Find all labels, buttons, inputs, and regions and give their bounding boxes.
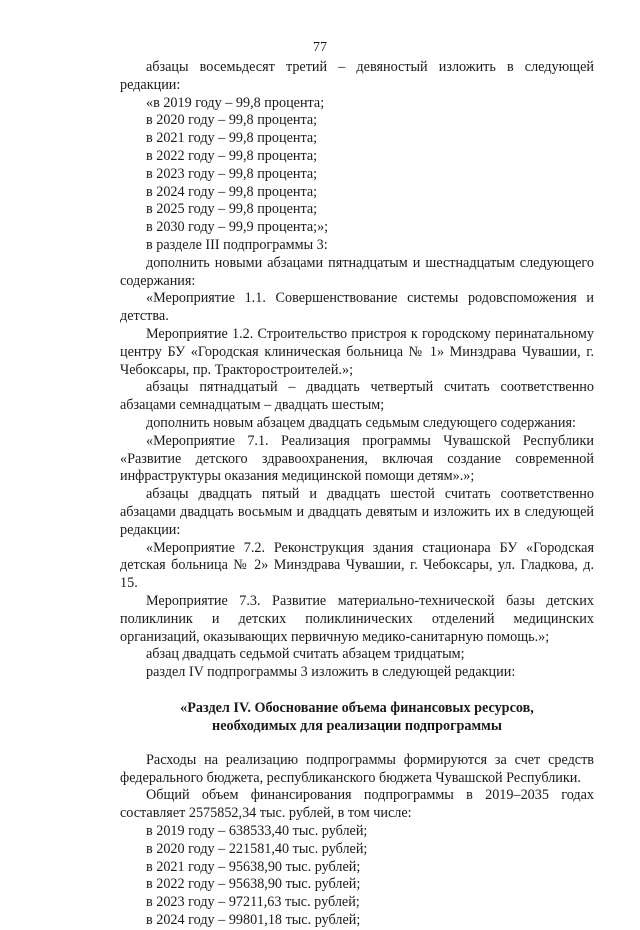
paragraph: «Мероприятие 7.1. Реализация программы Чувашской Республики «Развитие детского здравоохранения, включая создание современной инфраструктуры оказания медицинской помощи детям».»; — [120, 432, 594, 485]
list-item: в 2020 году – 99,8 процента; — [146, 112, 318, 129]
paragraph: абзацы двадцать пятый и двадцать шестой считать соответственно абзацами двадцать восьмым и двадцать девятым и изложить их в следующей редакции: — [120, 486, 594, 538]
paragraph: абзацы восемьдесят третий – девяностый изложить в следующей редакции: — [120, 59, 594, 93]
list-item: в 2021 году – 95638,90 тыс. рублей; — [146, 858, 361, 875]
list-item: в 2023 году – 99,8 процента; — [146, 165, 318, 182]
list-item: в 2024 году – 99801,18 тыс. рублей; — [146, 912, 361, 929]
list-item: в 2022 году – 95638,90 тыс. рублей; — [146, 876, 361, 893]
paragraph: дополнить новым абзацем двадцать седьмым следующего содержания: — [146, 414, 576, 431]
list-item: в 2020 году – 221581,40 тыс. рублей; — [146, 840, 368, 857]
list-item: в 2019 году – 638533,40 тыс. рублей; — [146, 823, 368, 840]
paragraph: Расходы на реализацию подпрограммы формируются за счет средств федерального бюджета, республиканского бюджета Чувашской Республики. — [120, 751, 594, 786]
list-item: в 2022 году – 99,8 процента; — [146, 147, 318, 164]
paragraphs-before-heading — [120, 59, 594, 682]
paragraph: Мероприятие 7.3. Развитие материально-технической базы детских поликлиник и детских поликлинических отделений медицинских организаций, оказывающих первичную медико-санитарную помощь.»; — [120, 592, 594, 645]
list-item: в 2030 году – 99,9 процента;»; — [146, 219, 329, 236]
section-heading-line-2: необходимых для реализации подпрограммы — [212, 717, 502, 734]
paragraph: «Мероприятие 1.1. Совершенствование системы родовспоможения и детства. — [120, 290, 594, 325]
paragraph: Мероприятие 1.2. Строительство пристроя к городскому перинатальному центру БУ «Городская клиническая больница № 1» Минздрава Чувашии, г. Чебоксары, пр. Тракторостроителей.»; — [120, 325, 594, 378]
list-item: в разделе III подпрограммы 3: — [146, 236, 328, 253]
paragraph: «Мероприятие 7.2. Реконструкция здания стационара БУ «Городская детская больница № 2» Минздрава Чувашии, г. Чебоксары, ул. Гладкова, д. 15. — [120, 539, 594, 592]
paragraph: абзацы пятнадцатый – двадцать четвертый считать соответственно абзацами семнадцатым – двадцать шестым; — [120, 379, 594, 414]
page-number: 77 — [313, 40, 327, 55]
list-item: в 2021 году – 99,8 процента; — [146, 130, 318, 147]
section-heading — [120, 699, 594, 735]
list-item: в 2025 году – 99,8 процента; — [146, 201, 318, 218]
list-item: «в 2019 году – 99,8 процента; — [146, 94, 325, 111]
paragraph: абзац двадцать седьмой считать абзацем тридцатым; — [146, 646, 465, 663]
paragraph: раздел IV подпрограммы 3 изложить в следующей редакции: — [146, 664, 516, 681]
paragraphs-after-heading — [120, 752, 594, 930]
list-item: в 2024 году – 99,8 процента; — [146, 183, 318, 200]
document-body — [120, 59, 594, 930]
list-item: в 2023 году – 97211,63 тыс. рублей; — [146, 894, 360, 911]
section-heading-line-1: «Раздел IV. Обоснование объема финансовых ресурсов, — [180, 699, 534, 716]
paragraph: Общий объем финансирования подпрограммы в 2019–2035 годах составляет 2575852,34 тыс. рублей, в том числе: — [120, 787, 594, 822]
paragraph: дополнить новыми абзацами пятнадцатым и шестнадцатым следующего содержания: — [120, 254, 594, 289]
